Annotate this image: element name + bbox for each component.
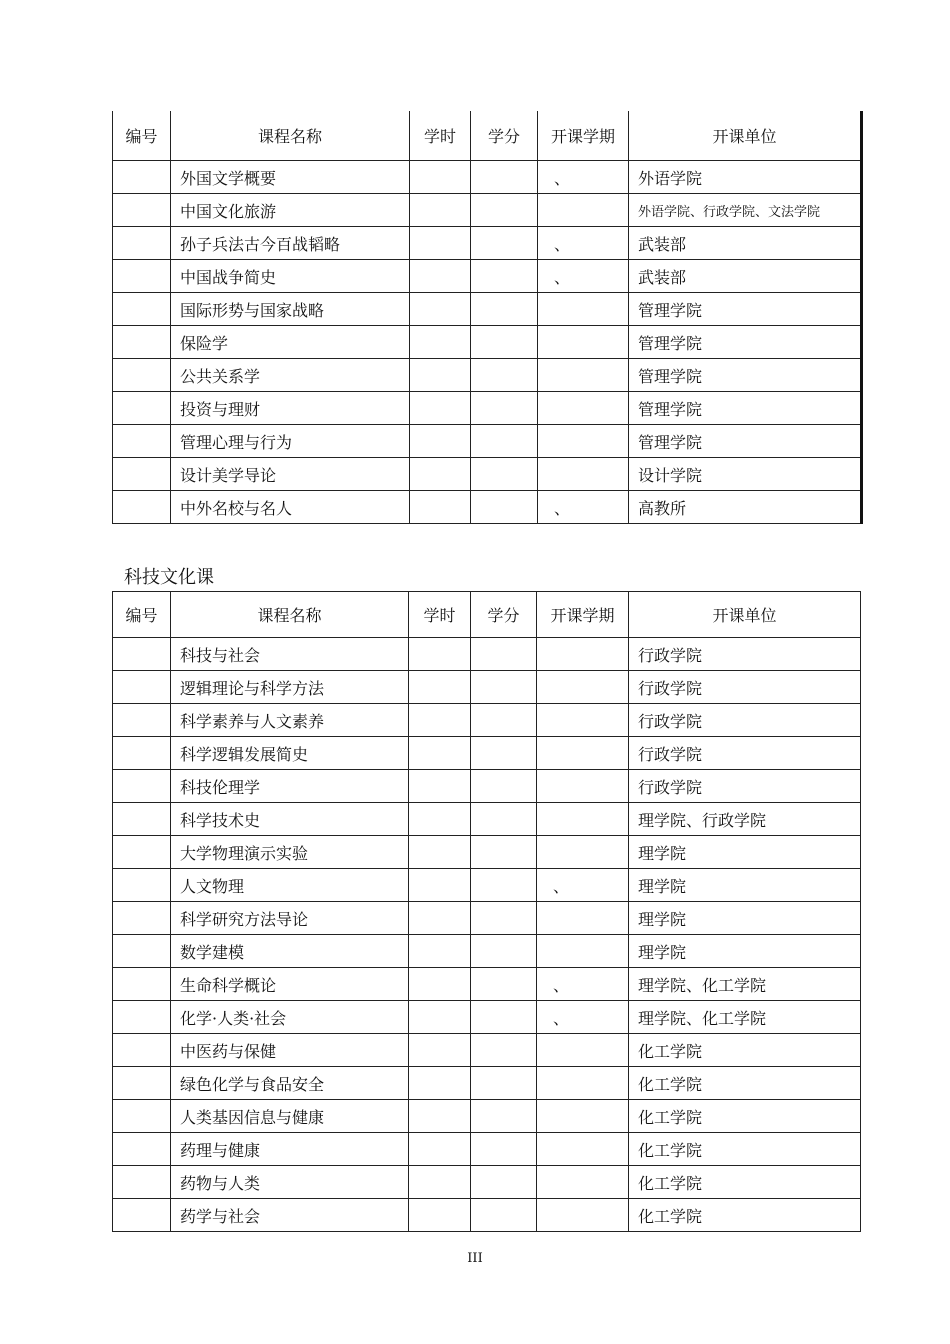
hours-cell	[409, 638, 471, 671]
hours-cell	[409, 968, 471, 1001]
course-name-cell: 人类基因信息与健康	[171, 1100, 409, 1133]
id-cell	[113, 194, 171, 227]
semester-cell: 、	[538, 227, 629, 260]
unit-cell: 管理学院	[629, 425, 862, 458]
id-cell	[113, 1034, 171, 1067]
unit-cell: 行政学院	[629, 704, 861, 737]
semester-cell	[537, 1133, 629, 1166]
table-row	[113, 1166, 861, 1199]
header-hours: 学时	[409, 592, 471, 638]
table-row	[113, 227, 862, 260]
table-row	[113, 458, 862, 491]
hours-cell	[410, 359, 471, 392]
table-row	[113, 737, 861, 770]
credits-cell	[471, 326, 538, 359]
table-row	[113, 1199, 861, 1232]
semester-cell: 、	[537, 869, 629, 902]
course-name-cell: 中国战争简史	[171, 260, 410, 293]
table-row	[113, 161, 862, 194]
course-name-cell: 逻辑理论与科学方法	[171, 671, 409, 704]
hours-cell	[409, 1001, 471, 1034]
unit-cell: 外语学院	[629, 161, 862, 194]
semester-cell	[537, 704, 629, 737]
table-row	[113, 1001, 861, 1034]
id-cell	[113, 1133, 171, 1166]
header-semester: 开课学期	[538, 111, 629, 161]
unit-cell: 理学院、化工学院	[629, 1001, 861, 1034]
semester-cell	[538, 359, 629, 392]
course-name-cell: 绿色化学与食品安全	[171, 1067, 409, 1100]
id-cell	[113, 392, 171, 425]
credits-cell	[471, 770, 537, 803]
id-cell	[113, 869, 171, 902]
unit-cell: 化工学院	[629, 1100, 861, 1133]
credits-cell	[471, 737, 537, 770]
id-cell	[113, 1001, 171, 1034]
hours-cell	[409, 704, 471, 737]
hours-cell	[409, 869, 471, 902]
id-cell	[113, 161, 171, 194]
course-name-cell: 药学与社会	[171, 1199, 409, 1232]
table-row	[113, 1133, 861, 1166]
course-name-cell: 科学技术史	[171, 803, 409, 836]
unit-cell: 化工学院	[629, 1034, 861, 1067]
id-cell	[113, 425, 171, 458]
id-cell	[113, 638, 171, 671]
credits-cell	[471, 1100, 537, 1133]
credits-cell	[471, 836, 537, 869]
hours-cell	[410, 458, 471, 491]
unit-cell: 化工学院	[629, 1166, 861, 1199]
unit-cell: 武装部	[629, 260, 862, 293]
semester-cell	[538, 458, 629, 491]
table-row	[113, 704, 861, 737]
section-title: 科技文化课	[124, 567, 214, 588]
hours-cell	[409, 1166, 471, 1199]
course-name-cell: 外国文学概要	[171, 161, 410, 194]
unit-cell: 行政学院	[629, 638, 861, 671]
semester-cell	[537, 803, 629, 836]
course-name-cell: 管理心理与行为	[171, 425, 410, 458]
table-header-row	[113, 592, 861, 638]
credits-cell	[471, 968, 537, 1001]
course-name-cell: 科技伦理学	[171, 770, 409, 803]
course-name-cell: 科学素养与人文素养	[171, 704, 409, 737]
unit-cell: 理学院	[629, 869, 861, 902]
id-cell	[113, 227, 171, 260]
table-row	[113, 293, 862, 326]
header-unit: 开课单位	[629, 111, 862, 161]
course-name-cell: 人文物理	[171, 869, 409, 902]
semester-cell	[538, 425, 629, 458]
unit-cell: 理学院、化工学院	[629, 968, 861, 1001]
course-name-cell: 保险学	[171, 326, 410, 359]
table-header-row	[113, 111, 862, 161]
course-name-cell: 投资与理财	[171, 392, 410, 425]
hours-cell	[410, 425, 471, 458]
id-cell	[113, 704, 171, 737]
table-row	[113, 392, 862, 425]
semester-cell	[538, 293, 629, 326]
course-name-cell: 设计美学导论	[171, 458, 410, 491]
hours-cell	[409, 1133, 471, 1166]
unit-cell: 外语学院、行政学院、文法学院	[629, 194, 862, 227]
credits-cell	[471, 1034, 537, 1067]
course-name-cell: 生命科学概论	[171, 968, 409, 1001]
id-cell	[113, 1199, 171, 1232]
id-cell	[113, 1067, 171, 1100]
unit-cell: 设计学院	[629, 458, 862, 491]
course-name-cell: 中国文化旅游	[171, 194, 410, 227]
header-course-name: 课程名称	[171, 592, 409, 638]
semester-cell	[537, 1199, 629, 1232]
credits-cell	[471, 194, 538, 227]
semester-cell: 、	[537, 1001, 629, 1034]
course-name-cell: 科学研究方法导论	[171, 902, 409, 935]
table-row	[113, 803, 861, 836]
header-credits: 学分	[471, 111, 538, 161]
course-name-cell: 中外名校与名人	[171, 491, 410, 524]
id-cell	[113, 1100, 171, 1133]
hours-cell	[410, 161, 471, 194]
page-number: III	[467, 1251, 483, 1266]
semester-cell	[537, 770, 629, 803]
unit-cell: 理学院	[629, 902, 861, 935]
unit-cell: 管理学院	[629, 359, 862, 392]
credits-cell	[471, 671, 537, 704]
unit-cell: 理学院	[629, 935, 861, 968]
id-cell	[113, 803, 171, 836]
id-cell	[113, 968, 171, 1001]
hours-cell	[409, 1067, 471, 1100]
unit-cell: 化工学院	[629, 1199, 861, 1232]
course-name-cell: 药理与健康	[171, 1133, 409, 1166]
table-row	[113, 935, 861, 968]
semester-cell: 、	[538, 161, 629, 194]
credits-cell	[471, 869, 537, 902]
id-cell	[113, 458, 171, 491]
hours-cell	[409, 1100, 471, 1133]
hours-cell	[409, 902, 471, 935]
course-name-cell: 化学·人类·社会	[171, 1001, 409, 1034]
hours-cell	[409, 803, 471, 836]
hours-cell	[410, 260, 471, 293]
id-cell	[113, 293, 171, 326]
semester-cell: 、	[538, 260, 629, 293]
id-cell	[113, 359, 171, 392]
credits-cell	[471, 161, 538, 194]
credits-cell	[471, 1199, 537, 1232]
hours-cell	[410, 227, 471, 260]
header-id: 编号	[113, 111, 171, 161]
course-name-cell: 国际形势与国家战略	[171, 293, 410, 326]
semester-cell	[537, 638, 629, 671]
unit-cell: 行政学院	[629, 671, 861, 704]
course-name-cell: 科技与社会	[171, 638, 409, 671]
course-table-humanities	[112, 111, 863, 524]
id-cell	[113, 770, 171, 803]
table-row	[113, 326, 862, 359]
semester-cell	[538, 392, 629, 425]
semester-cell	[537, 737, 629, 770]
semester-cell	[537, 902, 629, 935]
hours-cell	[409, 836, 471, 869]
credits-cell	[471, 359, 538, 392]
unit-cell: 理学院、行政学院	[629, 803, 861, 836]
credits-cell	[471, 491, 538, 524]
hours-cell	[410, 392, 471, 425]
credits-cell	[471, 1133, 537, 1166]
unit-cell: 管理学院	[629, 392, 862, 425]
semester-cell	[537, 1034, 629, 1067]
course-name-cell: 数学建模	[171, 935, 409, 968]
hours-cell	[409, 935, 471, 968]
id-cell	[113, 491, 171, 524]
id-cell	[113, 935, 171, 968]
unit-cell: 化工学院	[629, 1133, 861, 1166]
id-cell	[113, 1166, 171, 1199]
credits-cell	[471, 1067, 537, 1100]
unit-cell: 武装部	[629, 227, 862, 260]
semester-cell	[537, 1166, 629, 1199]
semester-cell	[537, 1067, 629, 1100]
semester-cell	[537, 1100, 629, 1133]
credits-cell	[471, 935, 537, 968]
table-row	[113, 1034, 861, 1067]
unit-cell: 化工学院	[629, 1067, 861, 1100]
course-name-cell: 中医药与保健	[171, 1034, 409, 1067]
id-cell	[113, 671, 171, 704]
table-row	[113, 260, 862, 293]
semester-cell	[538, 194, 629, 227]
semester-cell	[537, 935, 629, 968]
table-row	[113, 425, 862, 458]
hours-cell	[409, 737, 471, 770]
header-unit: 开课单位	[629, 592, 861, 638]
credits-cell	[471, 227, 538, 260]
hours-cell	[410, 326, 471, 359]
id-cell	[113, 836, 171, 869]
unit-cell: 行政学院	[629, 770, 861, 803]
hours-cell	[409, 770, 471, 803]
course-name-cell: 孙子兵法古今百战韬略	[171, 227, 410, 260]
credits-cell	[471, 392, 538, 425]
unit-cell: 行政学院	[629, 737, 861, 770]
unit-cell: 管理学院	[629, 326, 862, 359]
credits-cell	[471, 425, 538, 458]
unit-cell: 管理学院	[629, 293, 862, 326]
id-cell	[113, 737, 171, 770]
table-row	[113, 869, 861, 902]
course-name-cell: 公共关系学	[171, 359, 410, 392]
table-row	[113, 902, 861, 935]
credits-cell	[471, 902, 537, 935]
id-cell	[113, 260, 171, 293]
hours-cell	[410, 491, 471, 524]
course-name-cell: 药物与人类	[171, 1166, 409, 1199]
table-row	[113, 1100, 861, 1133]
unit-cell: 高教所	[629, 491, 862, 524]
credits-cell	[471, 260, 538, 293]
table-row	[113, 968, 861, 1001]
semester-cell	[537, 671, 629, 704]
header-course-name: 课程名称	[171, 111, 410, 161]
header-credits: 学分	[471, 592, 537, 638]
credits-cell	[471, 638, 537, 671]
course-name-cell: 大学物理演示实验	[171, 836, 409, 869]
hours-cell	[409, 1034, 471, 1067]
id-cell	[113, 326, 171, 359]
id-cell	[113, 902, 171, 935]
credits-cell	[471, 704, 537, 737]
header-semester: 开课学期	[537, 592, 629, 638]
table-row	[113, 671, 861, 704]
table-row	[113, 359, 862, 392]
header-hours: 学时	[410, 111, 471, 161]
semester-cell: 、	[537, 968, 629, 1001]
credits-cell	[471, 1001, 537, 1034]
semester-cell: 、	[538, 491, 629, 524]
credits-cell	[471, 293, 538, 326]
semester-cell	[537, 836, 629, 869]
course-name-cell: 科学逻辑发展简史	[171, 737, 409, 770]
course-table-science	[112, 591, 861, 1232]
table-row	[113, 770, 861, 803]
credits-cell	[471, 458, 538, 491]
hours-cell	[409, 1199, 471, 1232]
unit-cell: 理学院	[629, 836, 861, 869]
semester-cell	[538, 326, 629, 359]
table-row	[113, 638, 861, 671]
hours-cell	[410, 194, 471, 227]
table-row	[113, 491, 862, 524]
table-row	[113, 194, 862, 227]
hours-cell	[410, 293, 471, 326]
table-row	[113, 1067, 861, 1100]
credits-cell	[471, 1166, 537, 1199]
credits-cell	[471, 803, 537, 836]
table-row	[113, 836, 861, 869]
header-id: 编号	[113, 592, 171, 638]
hours-cell	[409, 671, 471, 704]
